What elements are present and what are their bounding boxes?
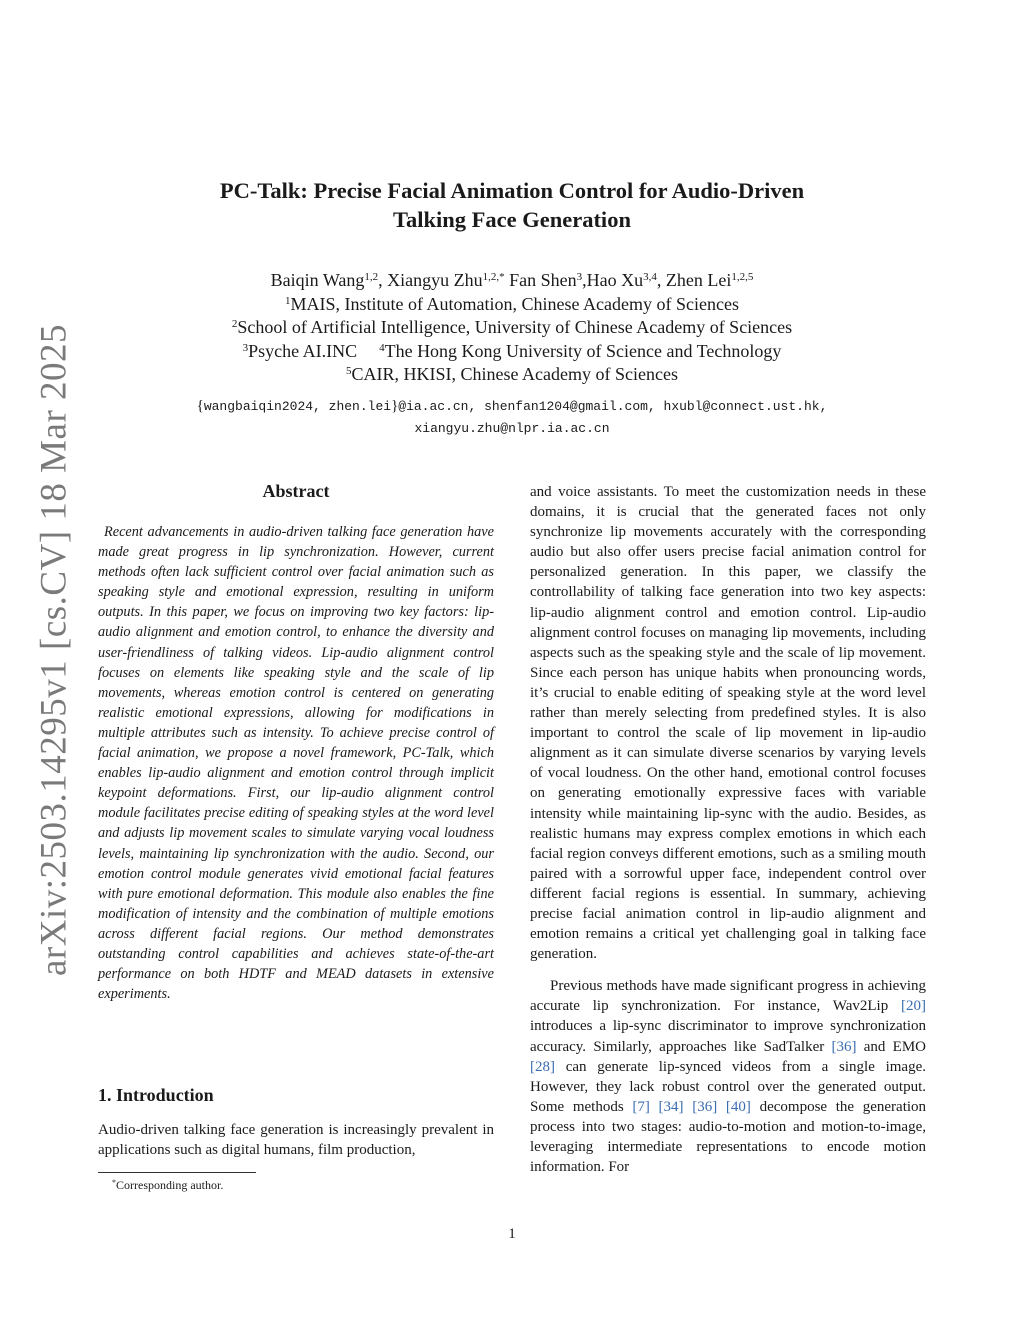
affiliation-number: 3	[242, 341, 249, 354]
affiliation-number: 1	[285, 294, 291, 307]
author-name: Hao Xu	[586, 270, 644, 290]
footnote-divider	[98, 1172, 256, 1173]
paragraph-text	[650, 1099, 659, 1115]
affiliation-text: The Hong Kong University of Science and Technology	[384, 340, 782, 361]
author-affiliation-mark: 1,2,5	[731, 271, 754, 283]
citation-link[interactable]: [36]	[692, 1098, 718, 1115]
paragraph-text	[717, 1099, 726, 1115]
paragraph-text: Previous methods have made significant progress in achieving accurate lip synchronization. For instance, Wav2Lip	[530, 978, 926, 1015]
email-brace-close: }	[391, 398, 399, 414]
author-name: Xiangyu Zhu	[387, 270, 483, 290]
affiliation-3-4	[100, 340, 924, 364]
affiliation-text: School of Artificial Intelligence, University of Chinese Academy of Sciences	[237, 317, 793, 337]
author-list	[100, 269, 924, 293]
email-link[interactable]: xiangyu.zhu@nlpr.ia.ac.cn	[414, 421, 610, 436]
citation-link[interactable]: [7]	[632, 1098, 650, 1115]
citation-link[interactable]: [36]	[831, 1038, 857, 1055]
affiliation-text: MAIS, Institute of Automation, Chinese Academy of Sciences	[290, 293, 739, 314]
email-line-1: {wangbaiqin2024, zhen.lei}@ia.ac.cn, shenfan1204@gmail.com, hxubl@connect.ust.hk,	[196, 398, 828, 414]
email-link[interactable]: shenfan1204@gmail.com	[484, 399, 648, 414]
paragraph-text: decompose the generation process into two stages: audio-to-motion and motion-to-image, leveraging intermediate representations to encode motion information. For	[530, 1098, 927, 1176]
citation-link[interactable]: [40]	[725, 1098, 751, 1115]
arxiv-identifier: arXiv:2503.14295v1 [cs.CV] 18 Mar 2025	[33, 323, 75, 977]
author-separator: ,	[378, 270, 388, 290]
email-line-2	[100, 418, 924, 440]
abstract-body: Recent advancements in audio-driven talking face generation have made great progress in lip synchronization. However, current methods often lack sufficient control over facial animation such as speaking style and emotional expression, resulting in uniform outputs. In this paper, we focus on improving two key factors: lip-audio alignment and emotion control, to enhance the diversity and user-friendliness of talking videos. Lip-audio alignment control focuses on elements like speaking style and the scale of lip movements, whereas emotion control is centered on generating realistic emotional expressions, allowing for modifications in multiple attributes such as intensity. To achieve precise control of facial animation, we propose a novel framework, PC-Talk, which enables lip-audio alignment and emotion control through implicit keypoint deformations. First, our lip-audio alignment control module facilitates precise editing of speaking styles at the word level and adjusts lip movement scales to simulate varying vocal loudness levels, maintaining lip synchronization with the audio. Second, our emotion control module generates vivid emotional facial features with pure emotional deformation. This module also enables the fine modification of intensity and the combination of multiple emotions across different facial regions. Our method demonstrates outstanding control capabilities and achieves state-of-the-art performance on both HDTF and MEAD datasets in extensive experiments.	[98, 524, 494, 1003]
paragraph-text: can generate lip-synced videos from a single image. However, they lack robust control over the generated output. Some methods	[530, 1058, 926, 1115]
affiliation-number: 4	[379, 341, 385, 354]
author-block	[100, 269, 924, 387]
affiliation-text: Psyche AI.INC	[248, 340, 358, 361]
author-name: Fan Shen	[509, 270, 577, 290]
citation-link[interactable]: [20]	[901, 998, 926, 1015]
citation-link[interactable]: [28]	[530, 1058, 555, 1075]
email-brace-open: {	[196, 398, 204, 414]
paragraph-text: and EMO	[856, 1038, 926, 1055]
author-name: Baiqin Wang	[270, 270, 365, 290]
affiliation-5	[100, 363, 924, 387]
affiliation-number: 5	[346, 365, 352, 377]
title-line-1: PC-Talk: Precise Facial Animation Control for Audio-Driven	[219, 178, 805, 203]
author-separator: ,	[582, 270, 587, 290]
introduction-paragraph-1-continued: and voice assistants. To meet the customization needs in these domains, it is crucial that the generated faces not only synchronize lip movements accurately with the corresponding audio but also offer users precise facial animation control for personalized generation. In this paper, we classify the controllability of talking face generation into two key aspects: lip-audio alignment control and emotion control. Lip-audio alignment control focuses on managing lip movements, including aspects such as the speaking style and the scale of lip movement. Since each person has unique habits when pronouncing words, it’s crucial to enable editing of speaking style at the word level rather than merely selecting from predefined styles. It is also important to control the scale of lip movement in lip-audio alignment as it can simulate diverse scenarios by varying levels of vocal loudness. On the other hand, emotional control focuses on generating emotionally expressive faces with variable intensity while maintaining lip-sync with the audio. Besides, as realistic humans may express complex emotions in which each facial region conveys different emotions, such as a smiling mouth paired with a sorrowful upper face, independent control over different facial regions is essential. In summary, achieving precise facial animation control in lip-audio alignment and emotion remains a critical yet challenging goal in talking face generation.	[530, 484, 926, 963]
paragraph-text	[684, 1099, 693, 1115]
section-heading-introduction: 1. Introduction	[98, 1085, 214, 1105]
affiliation-number: 2	[231, 318, 238, 330]
footnote-text: Corresponding author.	[116, 1178, 224, 1192]
affiliation-text: CAIR, HKISI, Chinese Academy of Sciences	[351, 364, 678, 384]
author-affiliation-mark: 3,4	[643, 271, 657, 283]
footnote-mark: *	[112, 1178, 116, 1187]
citation-link[interactable]: [34]	[658, 1098, 684, 1115]
introduction-paragraph-2	[530, 976, 926, 1177]
email-link[interactable]: hxubl@connect.ust.hk	[663, 399, 820, 414]
author-name: Zhen Lei	[665, 270, 732, 290]
author-affiliation-mark: 1,2,*	[482, 271, 505, 283]
introduction-paragraph-left: Audio-driven talking face generation is increasingly prevalent in applications such as digital humans, film production,	[98, 1122, 494, 1159]
right-column	[530, 482, 926, 1177]
email-group: wangbaiqin2024, zhen.lei	[203, 399, 392, 414]
footnote	[112, 1178, 223, 1193]
email-block	[100, 395, 924, 440]
author-affiliation-mark: 3	[576, 271, 583, 283]
email-domain: @ia.ac.cn	[398, 399, 469, 414]
title-line-2: Talking Face Generation	[393, 207, 631, 232]
author-affiliation-mark: 1,2	[364, 271, 379, 283]
abstract-heading: Abstract	[262, 481, 330, 501]
affiliation-1	[100, 293, 924, 317]
affiliation-2	[100, 316, 924, 340]
paper-title	[150, 176, 874, 234]
page-number: 1	[508, 1226, 516, 1242]
paragraph-text: introduces a lip-sync discriminator to improve synchronization accuracy. Similarly, approaches like SadTalker	[530, 1018, 926, 1055]
author-separator: ,	[656, 270, 666, 290]
